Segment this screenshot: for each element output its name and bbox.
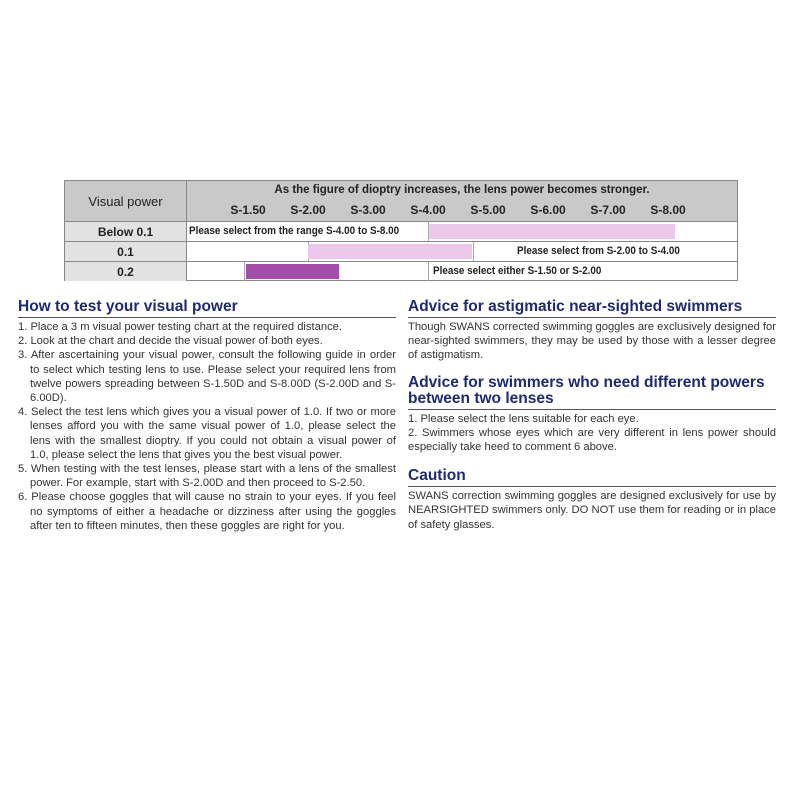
dioptry-header (187, 181, 737, 221)
test-step: 2. Look at the chart and decide the visual power of both eyes. (18, 335, 323, 348)
different-powers-item: 2. Swimmers whose eyes which are very different in lens power should especially take heed to comment 6 above. (408, 426, 776, 454)
row-label: 0.1 (65, 242, 187, 261)
row-cells (187, 262, 737, 281)
tick-label: S-2.00 (290, 203, 326, 217)
row-label: Below 0.1 (65, 222, 187, 241)
test-step: 6. Please choose goggles that will cause no strain to your eyes. If you feel no symptoms of either a headache or dizziness after using the goggles after ten to fifteen minutes, then these goggles are right for you. (18, 491, 396, 532)
tick-label: S-1.50 (230, 203, 266, 217)
dioptry-title: As the figure of dioptry increases, the lens power becomes stronger. (274, 184, 650, 196)
tick-label: S-4.00 (410, 203, 446, 217)
test-heading: How to test your visual power (18, 298, 238, 315)
tick-label: S-7.00 (590, 203, 626, 217)
test-step: 1. Place a 3 m visual power testing chart at the required distance. (18, 321, 342, 333)
different-powers-heading: Advice for swimmers who need different powers between two lenses (408, 373, 765, 407)
astigmatism-heading: Advice for astigmatic near-sighted swimmers (408, 298, 743, 315)
visual-power-header: Visual power (65, 181, 187, 221)
lens-range-bar (246, 264, 339, 279)
different-powers-section (408, 375, 776, 455)
tick-label: S-8.00 (650, 203, 686, 217)
tick-label: S-5.00 (470, 203, 506, 217)
test-step: 5. When testing with the test lenses, please start with a lens of the smallest power. For example, start with S-2.00D and then proceed to S-2.50. (18, 463, 396, 490)
table-row (65, 261, 737, 281)
tick-label: S-3.00 (350, 203, 386, 217)
caution-body: SWANS correction swimming goggles are designed exclusively for use by NEARSIGHTED swimmers only. DO NOT use them for reading or in place of safety glasses. (408, 490, 776, 531)
test-section (18, 299, 396, 533)
row-note: Please select either S-1.50 or S-2.00 (433, 265, 602, 277)
test-step: 4. Select the test lens which gives you a visual power of 1.0. If two or more lenses afford you with the same visual power of 1.0, please select the lens with the smallest dioptry. If you could not obtain a visual power of 1.0, please select the lens that gives you the best visual power. (18, 406, 396, 461)
astigmatism-section (408, 299, 776, 363)
row-note: Please select from S-2.00 to S-4.00 (517, 245, 680, 257)
right-column (408, 299, 776, 532)
row-cells (187, 242, 737, 261)
different-powers-item: 1. Please select the lens suitable for each eye. (408, 412, 639, 425)
table-row (65, 221, 737, 241)
row-cells (187, 222, 737, 241)
visual-power-table (64, 180, 738, 281)
row-label: 0.2 (65, 262, 187, 281)
caution-heading: Caution (408, 467, 466, 485)
caution-section (408, 468, 776, 532)
tick-label: S-6.00 (530, 203, 566, 217)
astigmatism-body: Though SWANS corrected swimming goggles are exclusively designed for near-sighted swimmers, they may be used by those with a lesser degree of astigmatism. (408, 321, 776, 362)
lens-range-bar (308, 244, 472, 259)
lens-range-bar (429, 224, 675, 239)
table-row (65, 241, 737, 261)
test-step: 3. After ascertaining your visual power, consult the following guide in order to select which testing lens to use. Please select your required lens from twelve powers spreading between S-1.50D and S-8.00D (S-2.00D and S-6.00D). (18, 349, 396, 405)
row-note: Please select from the range S-4.00 to S-8.00 (189, 225, 400, 237)
